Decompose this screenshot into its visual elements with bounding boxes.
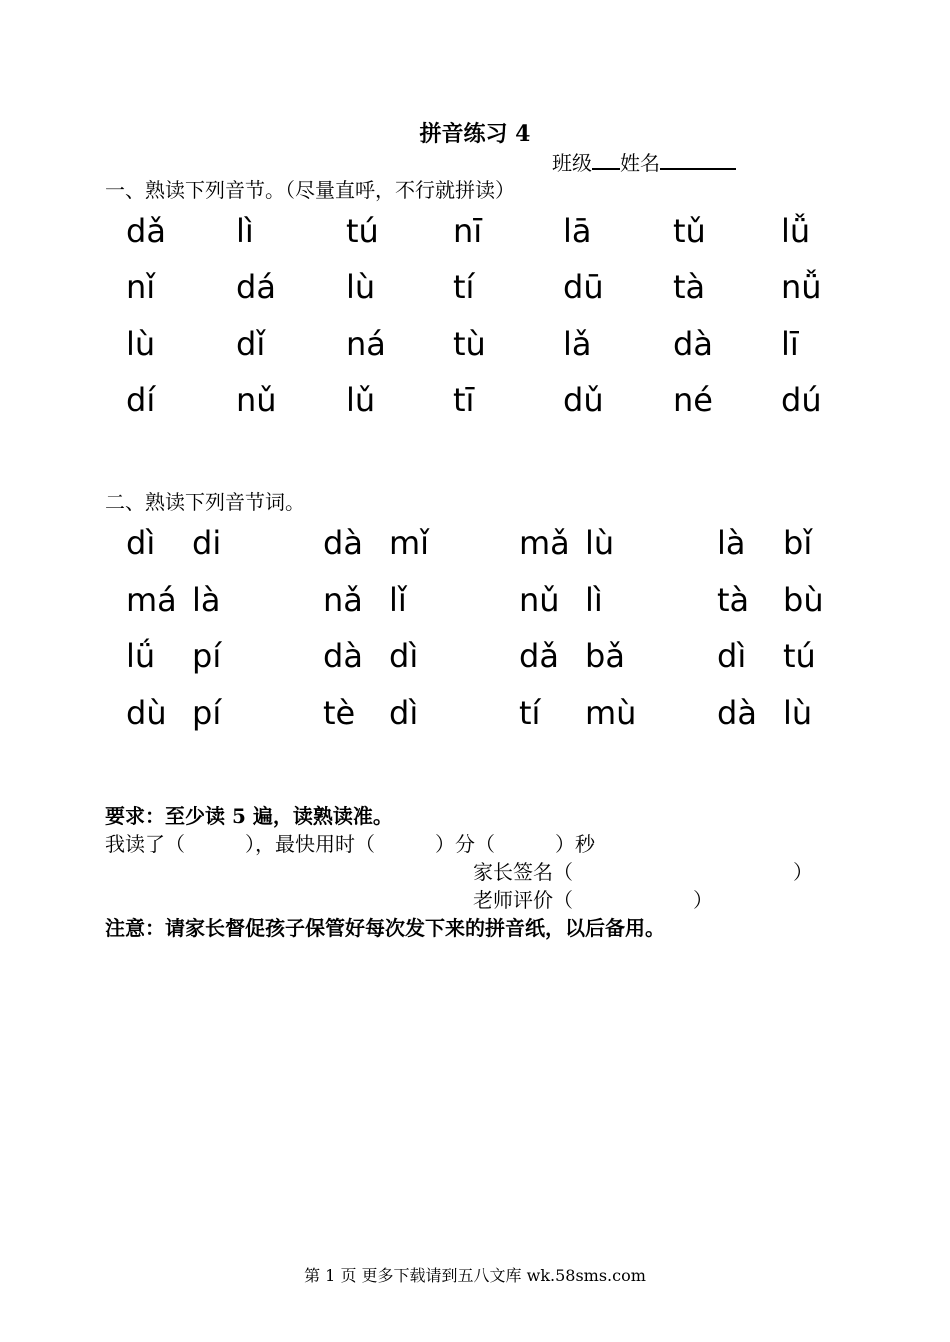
syllable: dà: [673, 325, 713, 363]
syllable: lù: [126, 325, 156, 363]
pinyin-word: [323, 581, 407, 619]
parent-signature: 家长签名（ ）: [473, 860, 813, 884]
word-row: [0, 581, 950, 621]
word-row: [0, 524, 950, 564]
syllable: nǔ: [236, 381, 277, 419]
pinyin-word: [717, 694, 812, 732]
section2-heading: 二、熟读下列音节词。: [105, 490, 305, 514]
word-syllable: pí: [192, 637, 222, 675]
syllable: dǔ: [563, 381, 604, 419]
syllable: dǎ: [126, 212, 166, 250]
pinyin-word: [519, 694, 636, 732]
word-syllable: dì: [389, 694, 419, 732]
teacher-evaluation: 老师评价（ ）: [473, 888, 713, 912]
word-syllable: dù: [126, 694, 167, 732]
syllable: dá: [236, 268, 276, 306]
syllable: dí: [126, 381, 156, 419]
requirement-text: 要求：至少读 5 遍，读熟读准。: [105, 804, 393, 828]
word-syllable: tè: [323, 694, 356, 732]
pinyin-word: [323, 694, 418, 732]
pinyin-word: [519, 637, 625, 675]
name-blank: [660, 150, 736, 170]
pinyin-word: [519, 581, 603, 619]
word-syllable: pí: [192, 694, 222, 732]
syllable: lì: [236, 212, 254, 250]
syllable: ná: [346, 325, 386, 363]
pinyin-word: [717, 581, 824, 619]
class-name-line: [552, 147, 736, 176]
page-title: 拼音练习 4: [419, 121, 531, 147]
word-syllable: dà: [323, 524, 363, 562]
pinyin-word: [717, 524, 812, 562]
reading-record: 我读了（ ），最快用时（ ）分（ ）秒: [105, 832, 595, 856]
word-syllable: mǎ: [519, 524, 570, 562]
pinyin-word: [323, 637, 418, 675]
pinyin-word: [126, 637, 221, 675]
syllable: tà: [673, 268, 706, 306]
word-row: [0, 637, 950, 677]
syllable-row: [0, 268, 950, 308]
section1-heading: 一、熟读下列音节。（尽量直呼，不行就拼读）: [105, 178, 515, 202]
syllable-row: [0, 381, 950, 421]
syllable: lǔ: [346, 381, 376, 419]
pinyin-word: [126, 524, 221, 562]
pinyin-word: [519, 524, 614, 562]
syllable: tú: [346, 212, 379, 250]
word-syllable: lù: [585, 524, 615, 562]
syllable-row: [0, 325, 950, 365]
syllable: lā: [563, 212, 592, 250]
word-syllable: tà: [717, 581, 750, 619]
syllable: nǐ: [126, 268, 156, 306]
word-row: [0, 694, 950, 734]
syllable: lù: [346, 268, 376, 306]
word-syllable: tú: [783, 637, 816, 675]
pinyin-word: [323, 524, 429, 562]
word-syllable: dǎ: [519, 637, 559, 675]
syllable: dú: [781, 381, 822, 419]
word-syllable: mǐ: [389, 524, 430, 562]
syllable: tī: [453, 381, 475, 419]
word-syllable: dà: [717, 694, 757, 732]
name-label: 姓名: [620, 151, 660, 175]
word-syllable: nǎ: [323, 581, 363, 619]
word-syllable: là: [717, 524, 746, 562]
word-syllable: lǘ: [126, 637, 156, 675]
syllable: tí: [453, 268, 475, 306]
syllable-row: [0, 212, 950, 252]
word-syllable: là: [192, 581, 221, 619]
class-blank: [592, 150, 620, 170]
class-label: 班级: [552, 151, 592, 175]
syllable: nī: [453, 212, 483, 250]
syllable: lǚ: [781, 212, 811, 250]
word-syllable: lù: [783, 694, 813, 732]
word-syllable: dì: [717, 637, 747, 675]
syllable: tǔ: [673, 212, 706, 250]
word-syllable: má: [126, 581, 177, 619]
word-syllable: lǐ: [389, 581, 407, 619]
word-syllable: tí: [519, 694, 541, 732]
word-syllable: bù: [783, 581, 824, 619]
syllable: lǎ: [563, 325, 592, 363]
syllable: nǚ: [781, 268, 822, 306]
word-syllable: dì: [126, 524, 156, 562]
word-syllable: dì: [389, 637, 419, 675]
pinyin-word: [126, 581, 221, 619]
syllable: dǐ: [236, 325, 266, 363]
word-syllable: mù: [585, 694, 637, 732]
syllable: tù: [453, 325, 486, 363]
word-syllable: bǎ: [585, 637, 625, 675]
syllable: dū: [563, 268, 604, 306]
word-syllable: bǐ: [783, 524, 813, 562]
syllable: lī: [781, 325, 799, 363]
word-syllable: dà: [323, 637, 363, 675]
pinyin-word: [126, 694, 221, 732]
pinyin-word: [717, 637, 816, 675]
page-footer: 第 1 页 更多下载请到五八文库 wk.58sms.com: [304, 1266, 646, 1285]
notice-text: 注意：请家长督促孩子保管好每次发下来的拼音纸，以后备用。: [105, 916, 665, 940]
word-syllable: di: [192, 524, 222, 562]
word-syllable: nǔ: [519, 581, 560, 619]
syllable: né: [673, 381, 713, 419]
word-syllable: lì: [585, 581, 603, 619]
